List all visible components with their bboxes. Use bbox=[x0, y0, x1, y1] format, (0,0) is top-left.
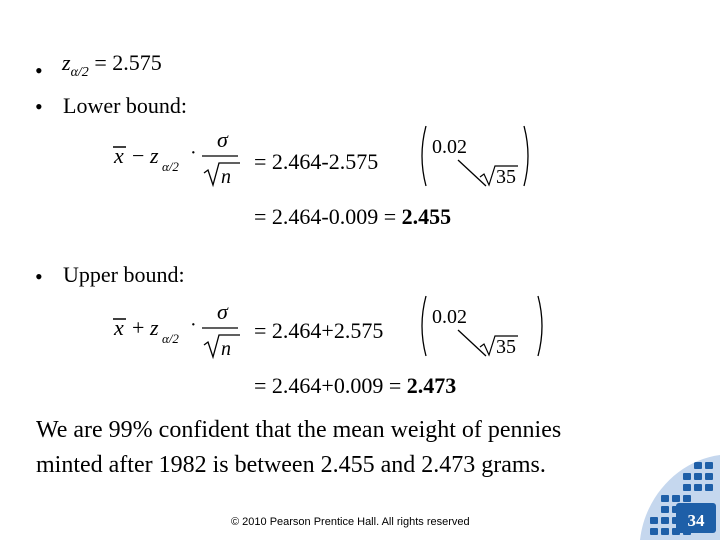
z-value: = 2.575 bbox=[94, 50, 162, 75]
dot-operator: · bbox=[190, 142, 197, 164]
fraction-numerator: 0.02 bbox=[432, 306, 467, 328]
page-number-badge bbox=[640, 455, 720, 540]
lower-step2-prefix: = 2.464-0.009 = bbox=[254, 204, 402, 229]
dot-operator: · bbox=[190, 314, 197, 336]
upper-bound-label: Upper bound: bbox=[63, 262, 185, 287]
lower-fraction bbox=[418, 122, 533, 190]
z-critical-formula bbox=[62, 50, 162, 80]
upper-bound-step1: = 2.464+2.575 bbox=[254, 318, 384, 343]
lower-bound-step1: = 2.464-2.575 bbox=[254, 149, 379, 174]
z-subscript: α/2 bbox=[162, 331, 179, 346]
conclusion-text bbox=[36, 413, 561, 483]
minus-sign: − bbox=[132, 143, 145, 168]
plus-sign: + bbox=[132, 315, 145, 340]
conclusion-line-2: minted after 1982 is between 2.455 and 2.473 grams. bbox=[36, 452, 546, 478]
fraction-numerator: 0.02 bbox=[432, 136, 467, 158]
upper-bound-result: 2.473 bbox=[406, 373, 457, 398]
z-symbol: z bbox=[150, 315, 159, 340]
upper-step2-prefix: = 2.464+0.009 = bbox=[254, 373, 407, 398]
bullet-marker: • bbox=[35, 264, 43, 289]
x-bar-symbol: x bbox=[114, 315, 124, 340]
fraction-denominator: 35 bbox=[496, 166, 516, 188]
bullet-marker: • bbox=[35, 94, 43, 119]
upper-fraction bbox=[418, 292, 548, 360]
fraction-denominator: 35 bbox=[496, 336, 516, 358]
upper-bound-step2 bbox=[254, 373, 456, 399]
n-symbol: n bbox=[221, 166, 231, 188]
z-subscript: α/2 bbox=[70, 65, 89, 80]
upper-bound-formula bbox=[110, 297, 250, 367]
lower-bound-formula bbox=[110, 125, 250, 195]
sigma-symbol: σ bbox=[217, 299, 228, 324]
bullet-marker: • bbox=[35, 58, 43, 83]
page-number: 34 bbox=[687, 511, 705, 530]
lower-bound-step2 bbox=[254, 204, 451, 230]
lower-bound-result: 2.455 bbox=[401, 204, 452, 229]
sigma-symbol: σ bbox=[217, 127, 228, 152]
z-subscript: α/2 bbox=[162, 159, 179, 174]
copyright-footer: © 2010 Pearson Prentice Hall. All rights reserved bbox=[231, 516, 470, 528]
conclusion-line-1: We are 99% confident that the mean weight of pennies bbox=[36, 417, 562, 443]
lower-bound-label: Lower bound: bbox=[63, 93, 188, 118]
n-symbol: n bbox=[221, 338, 231, 360]
x-bar-symbol: x bbox=[114, 143, 124, 168]
z-symbol: z bbox=[150, 143, 159, 168]
z-symbol: z bbox=[62, 50, 71, 75]
